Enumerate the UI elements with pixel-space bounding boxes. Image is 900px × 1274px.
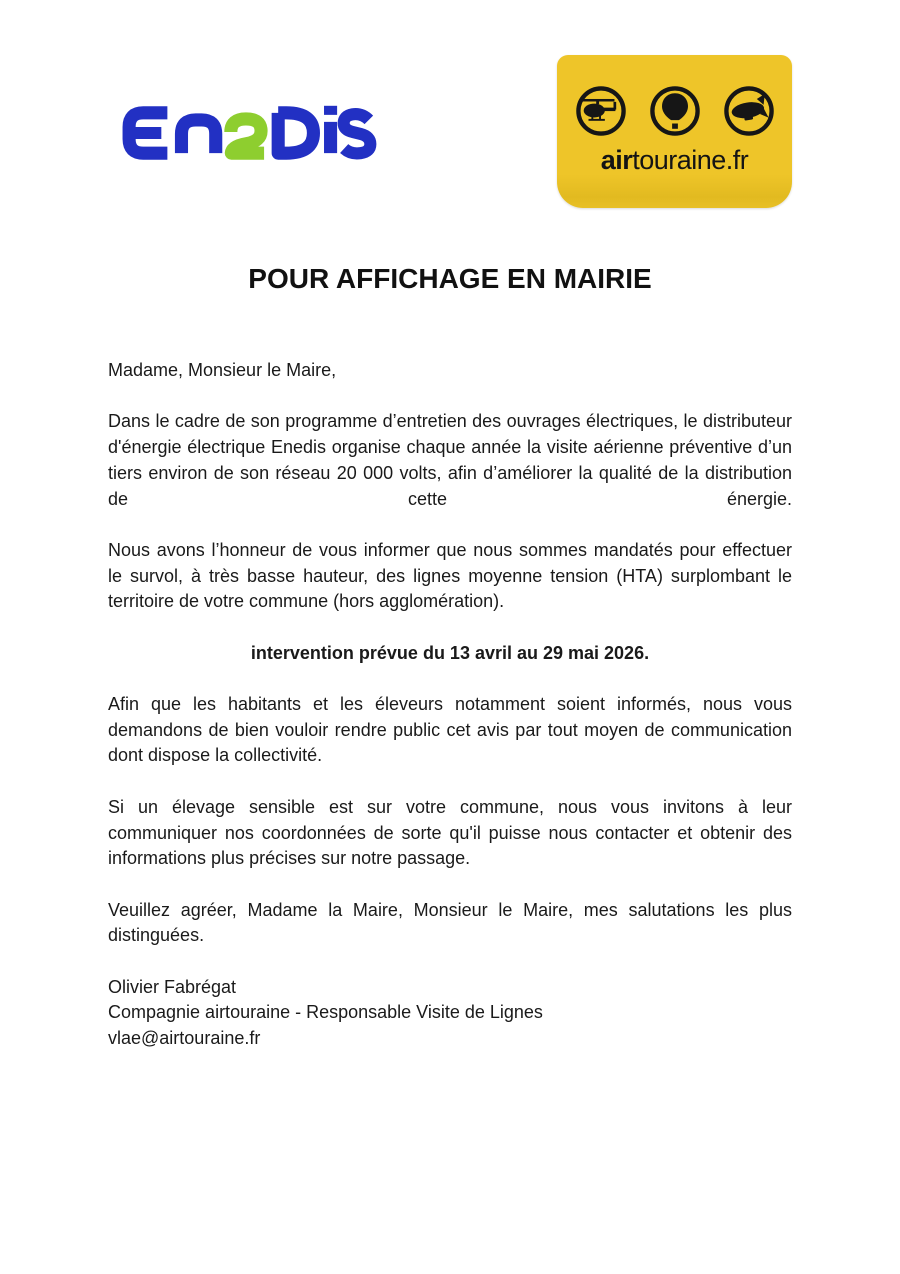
hot-air-balloon-icon bbox=[650, 86, 700, 136]
paragraph-program: Dans le cadre de son programme d’entretien des ouvrages électriques, le distributeur d'énergie électrique Enedis organise chaque année la visite aérienne préventive d’un tiers environ de son réseau 20 000 volts, afin d’améliorer la qualité de la distribution de cette énergie. bbox=[108, 411, 792, 509]
signature-role: Compagnie airtouraine - Responsable Visite de Lignes bbox=[108, 1002, 543, 1023]
salutation: Madame, Monsieur le Maire, bbox=[108, 360, 337, 380]
page-title: POUR AFFICHAGE EN MAIRIE bbox=[248, 263, 652, 294]
letter-body bbox=[108, 262, 792, 1052]
signature-block bbox=[108, 975, 792, 1052]
helicopter-icon bbox=[576, 86, 626, 136]
signature-email: vlae@airtouraine.fr bbox=[108, 1028, 261, 1049]
airtouraine-logo bbox=[557, 55, 792, 208]
enedis-logo bbox=[116, 98, 390, 168]
airtouraine-icon-row bbox=[576, 86, 774, 136]
closing: Veuillez agréer, Madame la Maire, Monsieur le Maire, mes salutations les plus distinguées. bbox=[108, 899, 792, 946]
paragraph-affichage: Afin que les habitants et les éleveurs notamment soient informés, nous vous demandons de bien vouloir rendre public cet avis par tout moyen de communication dont dispose la collectivité. bbox=[108, 694, 792, 766]
paragraph-elevage: Si un élevage sensible est sur votre commune, nous vous invitons à leur communiquer nos coordonnées de sorte qu'il puisse nous contacter et obtenir des informations plus précises sur notre passage. bbox=[108, 796, 792, 869]
enedis-wordmark-icon bbox=[116, 98, 390, 168]
signature-name: Olivier Fabrégat bbox=[108, 976, 237, 997]
airtouraine-wordmark-regular: touraine.fr bbox=[632, 145, 749, 175]
airtouraine-wordmark bbox=[601, 145, 749, 176]
airtouraine-wordmark-bold: air bbox=[600, 145, 633, 175]
intervention-dates: intervention prévue du 13 avril au 29 mai 2026. bbox=[250, 642, 650, 663]
airship-icon bbox=[724, 86, 774, 136]
paragraph-survol: Nous avons l’honneur de vous informer que nous sommes mandatés pour effectuer le survol, à très basse hauteur, des lignes moyenne tension (HTA) surplombant le territoire de votre commune (hors agglomération). bbox=[108, 539, 792, 612]
